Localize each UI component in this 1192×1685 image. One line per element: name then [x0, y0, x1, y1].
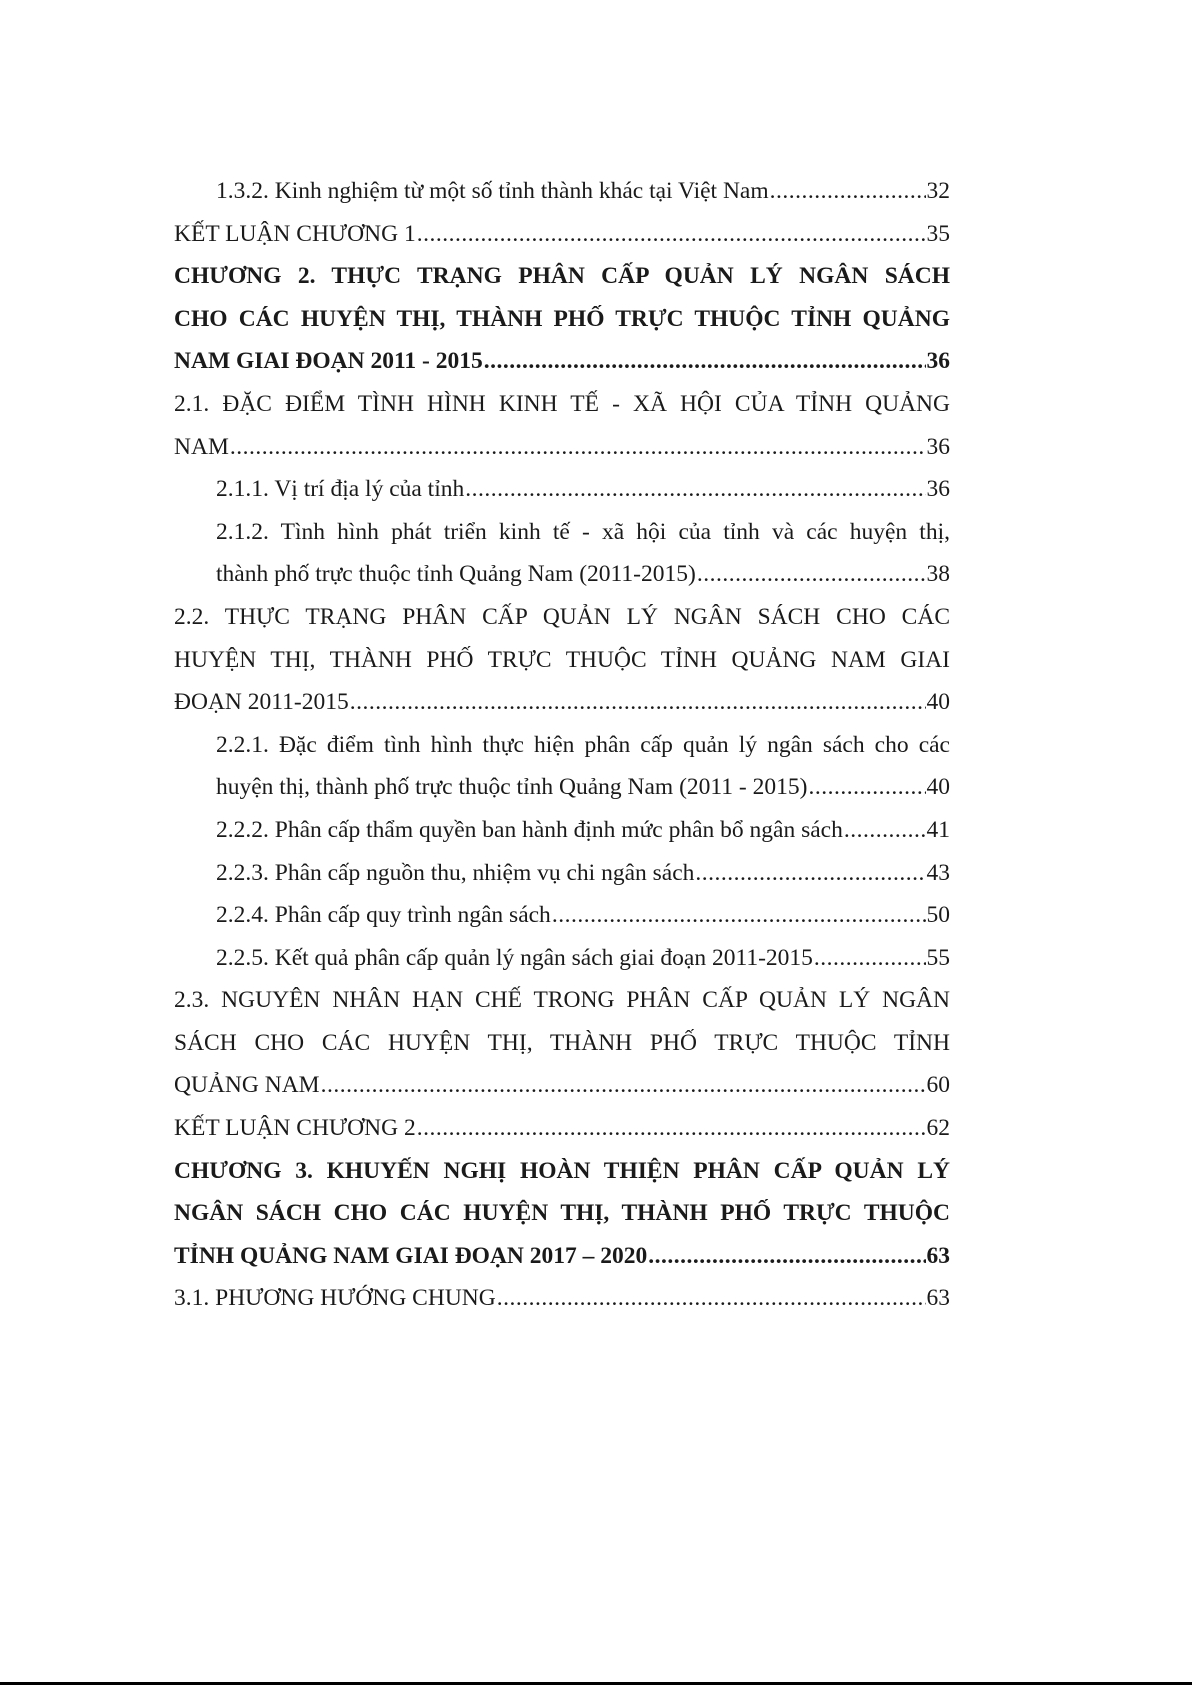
toc-entry-title-line: 2.1.2. Tình hình phát triển kinh tế - xã hội của tỉnh và các huyện thị,	[216, 518, 950, 545]
toc-page-number: 38	[926, 561, 950, 588]
toc-page-number: 63	[926, 1242, 950, 1269]
toc-entry-title-line: 2.3. NGUYÊN NHÂN HẠN CHẾ TRONG PHÂN CẤP QUẢN LÝ NGÂN	[174, 987, 950, 1014]
toc-entry[interactable]	[174, 511, 950, 596]
toc-entry-final-line	[216, 937, 950, 980]
toc-entry-title-line: 2.2.1. Đặc điểm tình hình thực hiện phân cấp quản lý ngân sách cho các	[216, 731, 950, 758]
toc-dot-leader	[484, 340, 926, 383]
toc-dot-leader	[497, 1277, 926, 1320]
toc-entry[interactable]	[174, 724, 950, 809]
toc-entry-final-line	[174, 1107, 950, 1150]
toc-entry[interactable]	[174, 170, 950, 213]
toc-page-number: 62	[926, 1115, 950, 1142]
toc-entry-title: ĐOẠN 2011-2015	[174, 689, 349, 716]
toc-entry-final-line	[174, 1277, 950, 1320]
toc-entry-title: 1.3.2. Kinh nghiệm từ một số tỉnh thành khác tại Việt Nam	[216, 178, 769, 204]
toc-page-number: 43	[926, 859, 950, 886]
toc-entry-final-line	[216, 468, 950, 511]
toc-entry-final-line	[174, 1064, 950, 1107]
toc-dot-leader	[697, 553, 926, 596]
toc-page-number: 36	[926, 476, 950, 503]
toc-entry-title: NAM	[174, 433, 229, 460]
toc-entry[interactable]	[174, 979, 950, 1107]
toc-entry-final-line	[216, 852, 950, 895]
toc-entry-title: 3.1. PHƯƠNG HƯỚNG CHUNG	[174, 1285, 496, 1312]
toc-entry-title: 2.2.5. Kết quả phân cấp quản lý ngân sách giai đoạn 2011-2015	[216, 944, 813, 971]
toc-entry-title: KẾT LUẬN CHƯƠNG 1	[174, 220, 416, 247]
toc-entry-title: huyện thị, thành phố trực thuộc tỉnh Quảng Nam (2011 - 2015)	[216, 774, 808, 801]
toc-page-number: 36	[926, 348, 950, 375]
toc-entry-final-line	[216, 170, 950, 213]
toc-entry-title: TỈNH QUẢNG NAM GIAI ĐOẠN 2017 – 2020	[174, 1242, 648, 1269]
toc-dot-leader	[808, 766, 925, 809]
toc-entry-title: 2.2.3. Phân cấp nguồn thu, nhiệm vụ chi ngân sách	[216, 859, 695, 886]
toc-entry-final-line	[216, 809, 950, 852]
toc-entry-final-line	[174, 1235, 950, 1278]
toc-page-number: 60	[926, 1072, 950, 1099]
toc-entry-final-line	[216, 894, 950, 937]
toc-entry-title-line: 2.1. ĐẶC ĐIỂM TÌNH HÌNH KINH TẾ - XÃ HỘI CỦA TỈNH QUẢNG	[174, 390, 950, 417]
toc-entry-title-line: 2.2. THỰC TRẠNG PHÂN CẤP QUẢN LÝ NGÂN SÁCH CHO CÁC	[174, 603, 950, 630]
toc-dot-leader	[695, 852, 925, 895]
toc-entry[interactable]	[174, 1107, 950, 1150]
toc-entry[interactable]	[174, 852, 950, 895]
toc-entry-title: thành phố trực thuộc tỉnh Quảng Nam (2011-2015)	[216, 561, 696, 588]
toc-entry-title: 2.2.2. Phân cấp thẩm quyền ban hành định mức phân bổ ngân sách	[216, 816, 843, 843]
toc-page-number: 36	[926, 433, 950, 460]
toc-page-number: 55	[926, 944, 950, 971]
toc-entry[interactable]	[174, 255, 950, 383]
toc-entry-final-line	[216, 553, 950, 596]
toc-dot-leader	[230, 426, 926, 469]
toc-page-number: 40	[926, 689, 950, 716]
toc-entry-title: 2.2.4. Phân cấp quy trình ngân sách	[216, 902, 551, 929]
toc-entry-title-line: CHƯƠNG 3. KHUYẾN NGHỊ HOÀN THIỆN PHÂN CẤP QUẢN LÝ	[174, 1157, 950, 1184]
toc-dot-leader	[350, 681, 926, 724]
toc-page-number: 35	[926, 220, 950, 247]
toc-entry[interactable]	[174, 213, 950, 256]
toc-dot-leader	[552, 894, 926, 937]
toc-entry-title: KẾT LUẬN CHƯƠNG 2	[174, 1115, 416, 1142]
toc-dot-leader	[465, 468, 925, 511]
toc-dot-leader	[814, 937, 926, 980]
toc-entry-title-line: CHO CÁC HUYỆN THỊ, THÀNH PHỐ TRỰC THUỘC TỈNH QUẢNG	[174, 305, 950, 332]
toc-dot-leader	[321, 1064, 926, 1107]
toc-dot-leader	[770, 170, 926, 213]
toc-page-number: 40	[926, 774, 950, 801]
toc-dot-leader	[417, 1107, 926, 1150]
toc-page-number: 41	[926, 816, 950, 843]
toc-entry-final-line	[174, 426, 950, 469]
toc-entry-title: QUẢNG NAM	[174, 1072, 320, 1099]
toc-entry-title-line: NGÂN SÁCH CHO CÁC HUYỆN THỊ, THÀNH PHỐ TRỰC THUỘC	[174, 1200, 950, 1227]
toc-entry-title: 2.1.1. Vị trí địa lý của tỉnh	[216, 476, 465, 503]
toc-entry-title-line: CHƯƠNG 2. THỰC TRẠNG PHÂN CẤP QUẢN LÝ NGÂN SÁCH	[174, 263, 950, 290]
toc-entry[interactable]	[174, 1277, 950, 1320]
toc-entry[interactable]	[174, 1150, 950, 1278]
toc-entry-final-line	[216, 766, 950, 809]
toc-page-number: 50	[926, 902, 950, 929]
toc-entry[interactable]	[174, 937, 950, 980]
toc-dot-leader	[648, 1235, 925, 1278]
toc-entry[interactable]	[174, 894, 950, 937]
table-of-contents	[174, 170, 950, 1320]
toc-entry-final-line	[174, 213, 950, 256]
toc-entry[interactable]	[174, 809, 950, 852]
toc-entry[interactable]	[174, 468, 950, 511]
toc-entry-title-line: HUYỆN THỊ, THÀNH PHỐ TRỰC THUỘC TỈNH QUẢNG NAM GIAI	[174, 646, 950, 673]
toc-entry-title-line: SÁCH CHO CÁC HUYỆN THỊ, THÀNH PHỐ TRỰC THUỘC TỈNH	[174, 1029, 950, 1056]
toc-page-number: 63	[926, 1285, 950, 1312]
toc-entry-final-line	[174, 681, 950, 724]
toc-entry-final-line	[174, 340, 950, 383]
toc-entry-title: NAM GIAI ĐOẠN 2011 - 2015	[174, 348, 483, 375]
toc-page-number: 32	[926, 178, 950, 204]
toc-entry[interactable]	[174, 383, 950, 468]
toc-entry[interactable]	[174, 596, 950, 724]
toc-dot-leader	[844, 809, 926, 852]
toc-dot-leader	[417, 213, 926, 256]
